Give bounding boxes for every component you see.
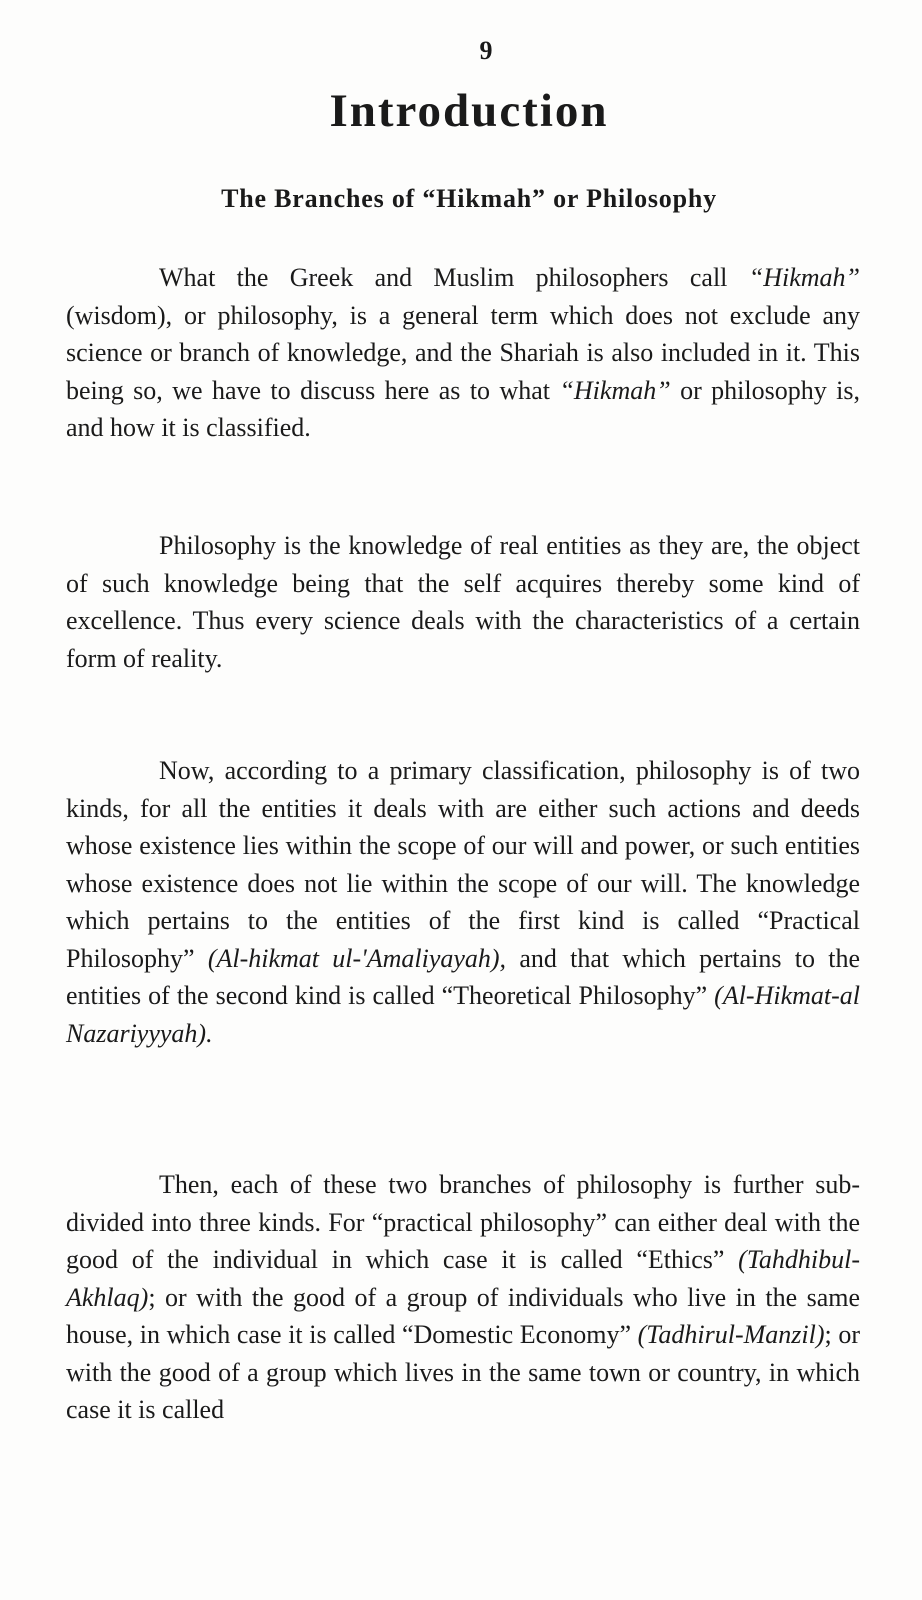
paragraph-text: (wisdom), or philosophy, is a general term which does not exclude any science or branch of knowledge, and the Shariah is also included in it. This being so, we have to discuss here as to what xyxy=(66,300,860,405)
paragraph-text: or philosophy is, and how it is classified. xyxy=(66,375,860,442)
body-paragraph xyxy=(66,1166,860,1429)
chapter-title: Introduction xyxy=(329,85,609,137)
paragraph-text: Then, each of these two branches of philosophy is further sub-divided into three kinds. For “practical philosophy” can either deal with the good of the individual in which case it is called “Ethics” xyxy=(66,1170,860,1274)
paragraph-text: Now, according to a primary classification, philosophy is of two kinds, for all the entities it deals with are either such actions and deeds whose existence lies within the scope of our will and power, or such entities whose existence does not lie within the scope of our will. The knowledge which pertains to the entities of the first kind is called “Practical Philosophy” xyxy=(66,756,860,973)
paragraph-text: Philosophy is the knowledge of real entities as they are, the object of such knowledge being that the self acquires thereby some kind of excellence. Thus every science deals with the characteristics of a certain form of reality. xyxy=(66,531,860,673)
body-paragraph xyxy=(66,527,860,677)
paragraph-text: What the Greek and Muslim philosophers call xyxy=(159,263,749,292)
italic-term: (Al-hikmat ul-'Amaliyayah), xyxy=(207,943,507,973)
italic-term: (Tahdhibul-Akhlaq) xyxy=(66,1245,860,1312)
italic-term: (Tadhirul-Manzil) xyxy=(637,1320,825,1349)
body-paragraph xyxy=(66,259,860,447)
italic-term: (Al-Hikmat-al Nazariyyyah). xyxy=(66,981,860,1048)
paragraph-text: and that which pertains to the entities of the second kind is called “Theoretical Philosophy” xyxy=(66,943,860,1010)
body-paragraph xyxy=(66,752,860,1052)
paragraph-text: ; or with the good of a group which lives in the same town or country, in which case it is called xyxy=(66,1320,861,1424)
section-heading: The Branches of “Hikmah” or Philosophy xyxy=(221,184,717,213)
italic-term: “Hikmah” xyxy=(748,263,860,292)
paragraph-text: ; or with the good of a group of individuals who live in the same house, in which case it is called “Domestic Economy” xyxy=(66,1282,860,1349)
page-number: 9 xyxy=(479,36,493,65)
italic-term: “Hikmah” xyxy=(559,375,671,405)
